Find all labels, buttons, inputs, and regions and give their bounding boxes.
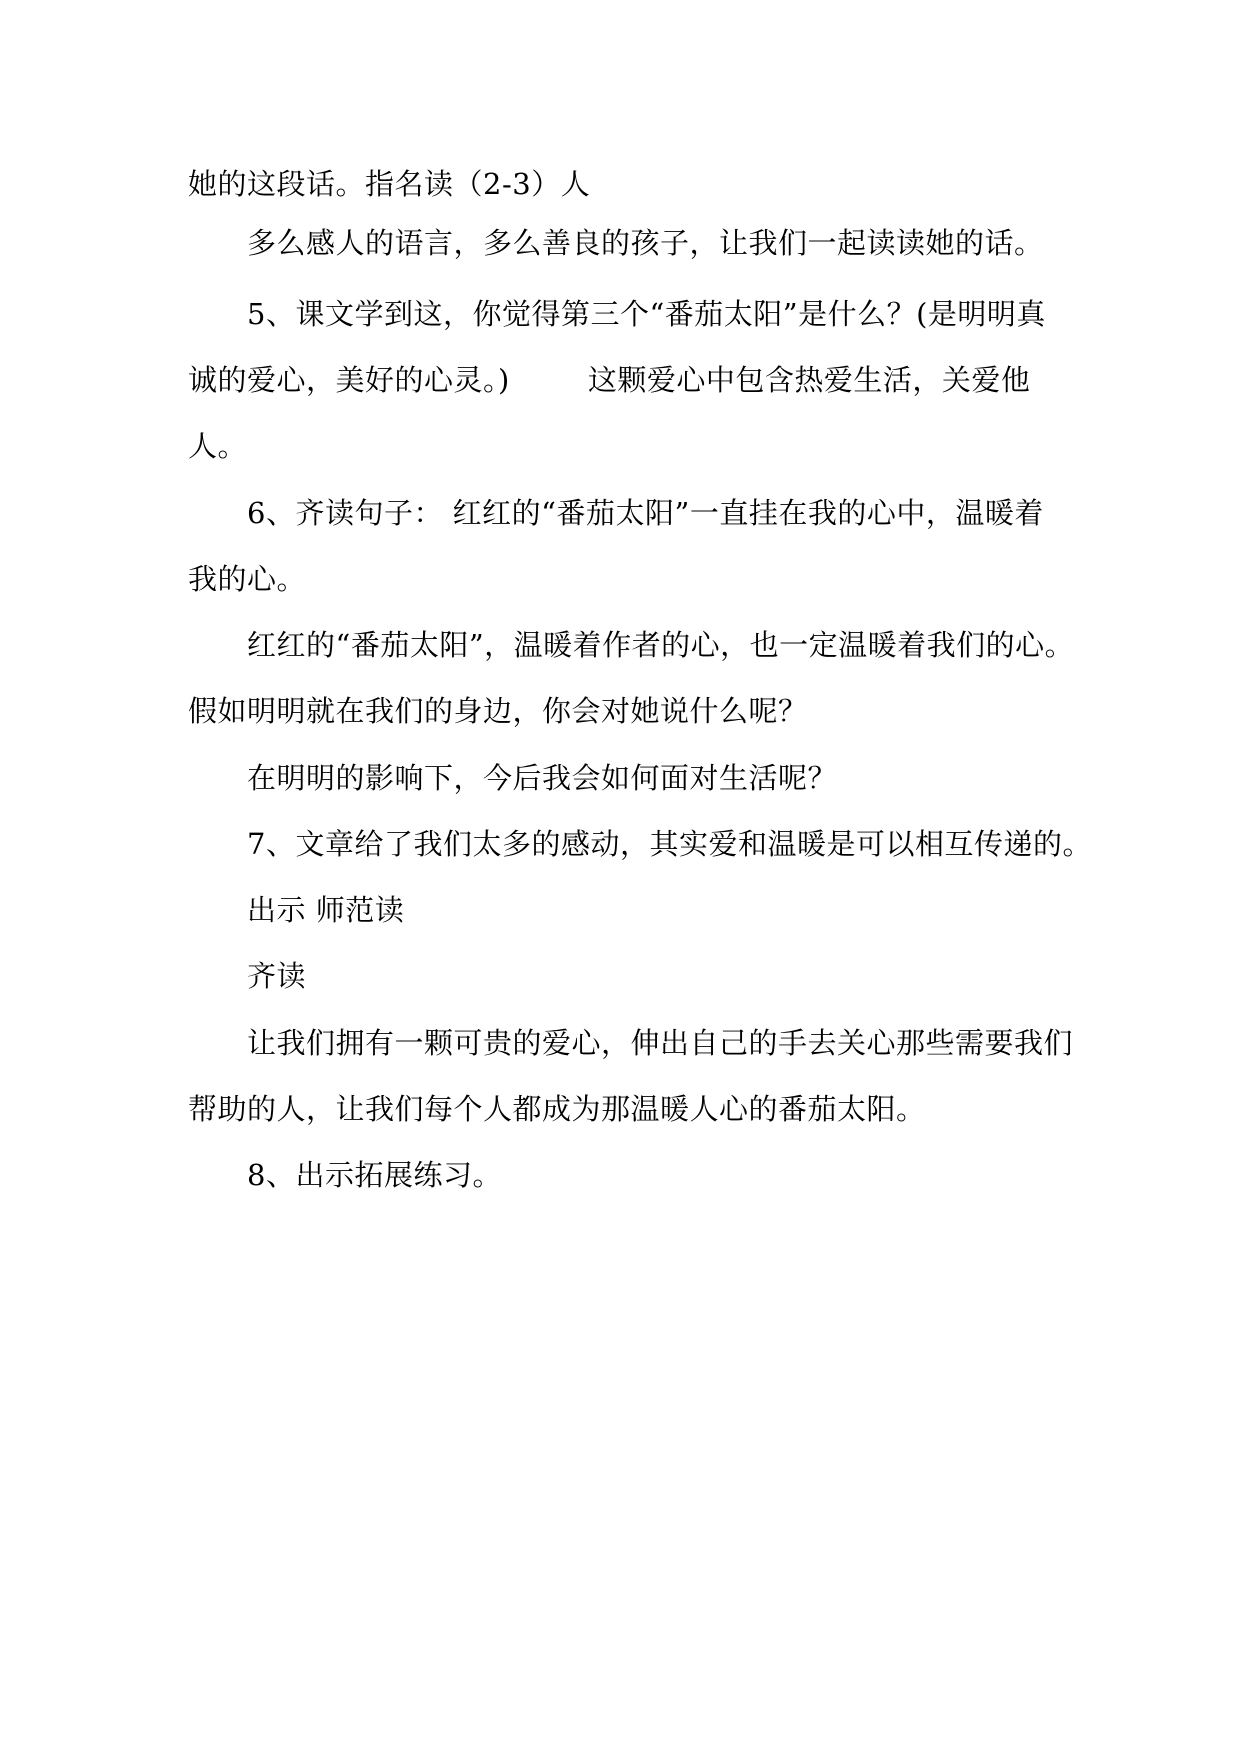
text-line-2: 多么感人的语言，多么善良的孩子，让我们一起读读她的话。 — [247, 226, 1044, 260]
text-line-4-part-a: 诚的爱心，美好的心灵。) — [188, 363, 510, 397]
text-line-14: 让我们拥有一颗可贵的爱心，伸出自己的手去关心那些需要我们 — [247, 1026, 1074, 1060]
text-line-15: 帮助的人，让我们每个人都成为那温暖人心的番茄太阳。 — [188, 1092, 926, 1126]
text-line-16: 8、出示拓展练习。 — [247, 1158, 502, 1192]
text-line-3: 5、课文学到这，你觉得第三个“番茄太阳”是什么？(是明明真 — [247, 297, 1046, 331]
text-line-10: 在明明的影响下，今后我会如何面对生活呢？ — [247, 761, 838, 795]
text-line-9: 假如明明就在我们的身边，你会对她说什么呢？ — [188, 694, 808, 728]
text-line-11: 7、文章给了我们太多的感动，其实爱和温暖是可以相互传递的。 — [247, 827, 1092, 861]
text-line-4-part-b: 这颗爱心中包含热爱生活，关爱他 — [587, 363, 1031, 397]
text-line-5: 人。 — [188, 429, 248, 463]
text-line-8: 红红的“番茄太阳”，温暖着作者的心，也一定温暖着我们的心。 — [247, 628, 1075, 662]
text-line-12: 出示 师范读 — [247, 893, 405, 927]
text-line-7: 我的心。 — [188, 562, 307, 596]
text-line-4 — [188, 362, 1030, 398]
text-line-1: 她的这段话。指名读（2-3）人 — [188, 167, 591, 201]
text-line-6: 6、齐读句子： 红红的“番茄太阳”一直挂在我的心中，温暖着 — [247, 496, 1044, 530]
text-line-13: 齐读 — [247, 959, 307, 993]
